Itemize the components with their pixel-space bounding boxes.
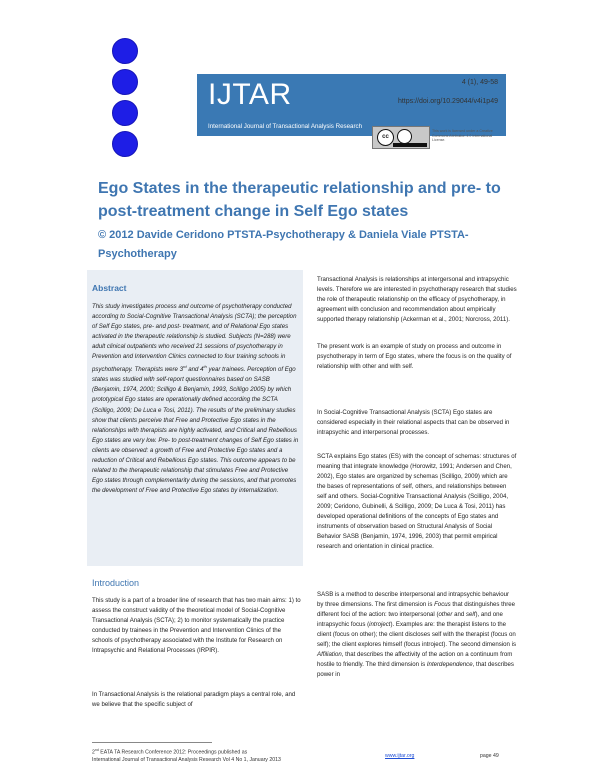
logo-circle	[112, 131, 138, 157]
body-paragraph	[317, 590, 517, 680]
italic-term: Interdependence	[426, 661, 473, 669]
text-span: SASB is a method to describe interpersonal and intrapsychic behaviour by three dimensions. The first dimension is	[317, 591, 510, 609]
footer-text: 2	[92, 749, 95, 756]
body-paragraph: In Transactional Analysis is the relational paradigm plays a central role, and we believe that the specific subject of	[92, 691, 296, 709]
body-paragraph: Transactional Analysis is relationships at intergersonal and intrapsychic levels. Therefore we are interested in psychotherapy research that studies the role of therapeutic relationship on the efficacy of psychotherapy, in agreement with conclusion and recommendation about empirically supported therapy relationship (Ackerman et al., 2001; Norcross, 2011).	[317, 276, 517, 324]
ordinal-suffix: rd	[183, 364, 187, 370]
journal-full-title: International Journal of Transactional Analysis Research	[208, 123, 363, 130]
body-paragraph: This study is a part of a broader line of research that has two main aims: 1) to assess the construct validity of the theoretical model of Social-Cognitive Transactional Analysis (SCTA); 2) to monitor systematically the practice conducted by trainees in the Prevention and Intervention Clinics of the schools of psychotherapy associated with the Institute for Research on Intrapsychic and Relational Processes (IRPIR).	[92, 597, 301, 655]
abstract-box	[87, 270, 303, 566]
italic-term: self	[465, 611, 476, 619]
footer-citation	[92, 747, 281, 765]
text-span: , that describes the affectivity of the action on a continuum from hostile to friendly. The third dimension is	[317, 651, 513, 669]
article-title: Ego States in the therapeutic relationship and pre- to post-treatment change in Self Ego states	[98, 180, 501, 220]
cc-icon: cc	[377, 129, 394, 146]
doi-link[interactable]: https://doi.org/10.29044/v4i1p49	[397, 98, 498, 105]
journal-short-title: IJTAR	[208, 78, 292, 111]
text-span: ), and one intrapsychic focus (	[317, 611, 503, 629]
issue-info: 4 (1), 49-58	[461, 79, 498, 86]
body-paragraph: In Social-Cognitive Transactional Analysis (SCTA) Ego states are considered especially in their relational aspects that can be observed in intrapsychic and interpersonal processes.	[317, 409, 510, 437]
license-text: This work is licensed under a Creative Commons Attribution 4.0 International License.	[432, 129, 493, 143]
journal-banner	[197, 74, 506, 136]
abstract-text-part: and 4	[186, 366, 204, 374]
license-strip	[393, 143, 427, 147]
creative-commons-badge[interactable]	[372, 126, 430, 149]
footer-text: EATA TA Research Conference 2012: Proceedings published as	[98, 749, 248, 756]
italic-term: Focus	[434, 601, 451, 609]
logo-circle	[112, 100, 138, 126]
body-paragraph: SCTA explains Ego states (ES) with the concept of schemas: structures of meaning that integrate knowledge (Horowitz, 1991; Andersen and Chen, 2002), Ego states are organized by schemas (Scilligo, 2009) which are the bases of representations of self, others, and relationships between self and others. Social-Cognitive Transactional Analysis (Scilligo, 2004, 2009; Ceridono, Gubinelli, & Scilligo, 2009; De Luca & Tosi, 2011) has developed operational definitions of the concepts of Ego states and instruments of observation based on Structural Analysis of Social Behavior SASB (Benjamin, 1974, 1996, 2003) that permit empirical research and orientation in clinical practice.	[317, 453, 517, 551]
text-span: , that describes power in	[317, 661, 514, 679]
italic-term: introject	[369, 621, 391, 629]
footer-text: International Journal of Transactional Analysis Research Vol 4 No 1, January 2013	[92, 757, 281, 764]
italic-term: Affiliation	[317, 651, 342, 659]
text-span: that distinguishes three different foci of the action: two interpersonal (	[317, 601, 516, 619]
attribution-person-icon	[397, 129, 412, 144]
text-span: ). Examples are: the therapist listens to the client (focus on other); the client discloses self with the therapist (focus on self); the client explores himself (focus introject). The second dimension is	[317, 621, 517, 649]
abstract-text	[92, 302, 299, 496]
body-paragraph: The present work is an example of study on process and outcome in psychotherapy in term of Ego states, where the focus is on the quality of relationship with other and with self.	[317, 343, 512, 371]
text-span: and	[452, 611, 466, 619]
page-number: page 49	[480, 753, 499, 759]
article-authors: © 2012 Davide Ceridono PTSTA-Psychotherapy & Daniela Viale PTSTA-Psychotherapy	[98, 229, 469, 260]
ordinal-suffix: nd	[94, 748, 99, 752]
footnote-rule	[92, 742, 212, 743]
logo-circle	[112, 69, 138, 95]
abstract-text-part: year trainees. Perception of Ego states was studied with self-report questionnaires based on SASB (Benjamin, 1974, 2000; Scilligo & Benjamin, 1993, Scilligo 2005) by which prototypical Ego states are operationally defined according the SCTA (Scilligo, 2009; De Luca e Tosi, 2011). The results of the preliminary studies show that clients perceive that Free and Protective Ego states in the relationships with therapists are highly activated, and Critical and Rebellious Ego states are very low. Pre- to post-treatment changes of Self Ego states in clients are observed: a growth of Free and Protective Ego states and a reduction of Critical and Rebellious Ego states. This outcome appears to be related to the therapeutic relationship that stimulates Free and Protective Ego states through complementarity during the sessions, and that promotes the development of Free and Protective Ego states by internalization.	[92, 366, 299, 494]
abstract-text-part: This study investigates process and outcome of psychotherapy conducted according to Social-Cognitive Transactional Analysis (SCTA); the perception of Self Ego states, pre- and post- treatment, and of Relational Ego states activated in the therapeutic relationship is studied. Subjects (N=288) were adult clinical outpatients who received 21 sessions of psychotherapy in Prevention and Intervention Clinics connected to four training schools in psychotherapy. Therapists were 3	[92, 303, 297, 374]
website-link[interactable]: www.ijtar.org	[385, 753, 415, 759]
logo-circle	[112, 38, 138, 64]
abstract-heading: Abstract	[92, 283, 127, 293]
ordinal-suffix: th	[203, 364, 207, 370]
italic-term: other	[438, 611, 453, 619]
introduction-heading: Introduction	[92, 578, 140, 588]
journal-logo-circles	[112, 38, 138, 162]
